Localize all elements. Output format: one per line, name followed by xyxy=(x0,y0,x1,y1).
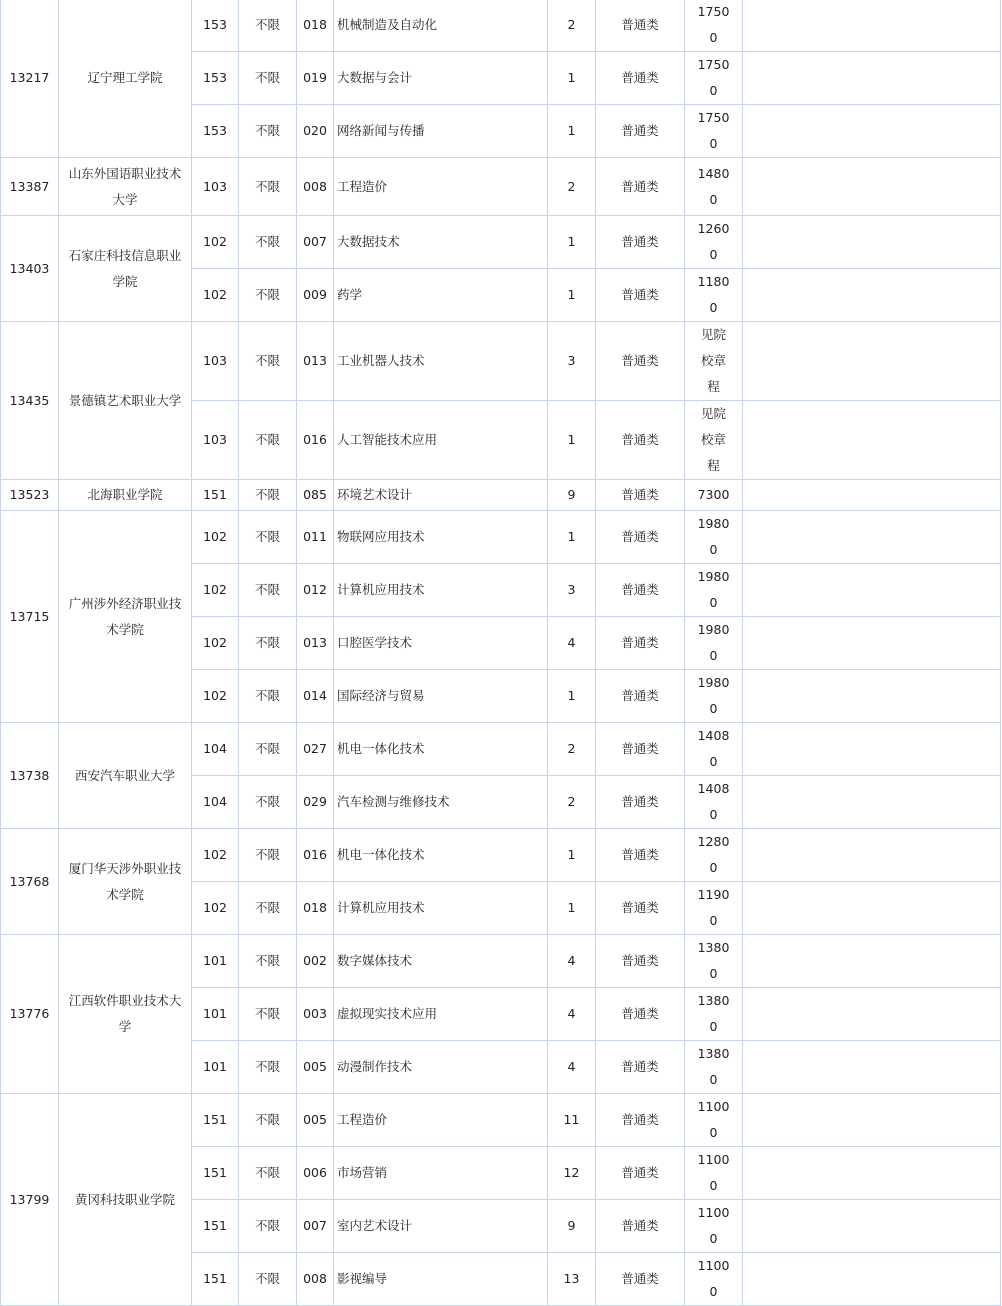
subject-limit-cell: 不限 xyxy=(239,829,297,882)
major-code-cell: 005 xyxy=(297,1041,334,1094)
group-code-cell: 102 xyxy=(192,269,239,322)
category-cell: 普通类 xyxy=(596,1200,685,1253)
empty-cell xyxy=(743,480,1001,511)
subject-limit-cell: 不限 xyxy=(239,670,297,723)
school-code-cell: 13799 xyxy=(1,1094,59,1306)
category-cell: 普通类 xyxy=(596,401,685,480)
subject-limit-cell: 不限 xyxy=(239,564,297,617)
major-code-cell: 008 xyxy=(297,1253,334,1306)
plan-count-cell: 11 xyxy=(548,1094,596,1147)
empty-cell xyxy=(743,1253,1001,1306)
empty-cell xyxy=(743,216,1001,269)
tuition-cell: 17500 xyxy=(685,52,743,105)
group-code-cell: 153 xyxy=(192,0,239,52)
plan-count-cell: 1 xyxy=(548,216,596,269)
major-code-cell: 014 xyxy=(297,670,334,723)
group-code-cell: 103 xyxy=(192,322,239,401)
major-name-cell: 数字媒体技术 xyxy=(334,935,548,988)
school-name-cell: 辽宁理工学院 xyxy=(59,0,192,158)
tuition-cell: 19800 xyxy=(685,670,743,723)
empty-cell xyxy=(743,776,1001,829)
major-code-cell: 009 xyxy=(297,269,334,322)
subject-limit-cell: 不限 xyxy=(239,1253,297,1306)
category-cell: 普通类 xyxy=(596,617,685,670)
school-code-cell: 13217 xyxy=(1,0,59,158)
plan-count-cell: 12 xyxy=(548,1147,596,1200)
subject-limit-cell: 不限 xyxy=(239,105,297,158)
major-name-cell: 工程造价 xyxy=(334,158,548,216)
major-name-cell: 大数据与会计 xyxy=(334,52,548,105)
subject-limit-cell: 不限 xyxy=(239,1041,297,1094)
major-code-cell: 029 xyxy=(297,776,334,829)
tuition-cell: 12800 xyxy=(685,829,743,882)
tuition-cell: 11000 xyxy=(685,1094,743,1147)
empty-cell xyxy=(743,322,1001,401)
plan-count-cell: 4 xyxy=(548,1041,596,1094)
plan-count-cell: 3 xyxy=(548,564,596,617)
empty-cell xyxy=(743,1094,1001,1147)
major-code-cell: 013 xyxy=(297,617,334,670)
major-name-cell: 机械制造及自动化 xyxy=(334,0,548,52)
plan-count-cell: 9 xyxy=(548,1200,596,1253)
tuition-cell: 11800 xyxy=(685,269,743,322)
major-name-cell: 机电一体化技术 xyxy=(334,723,548,776)
category-cell: 普通类 xyxy=(596,564,685,617)
school-code-cell: 13715 xyxy=(1,511,59,723)
subject-limit-cell: 不限 xyxy=(239,0,297,52)
subject-limit-cell: 不限 xyxy=(239,401,297,480)
school-name-cell: 广州涉外经济职业技术学院 xyxy=(59,511,192,723)
empty-cell xyxy=(743,935,1001,988)
major-code-cell: 019 xyxy=(297,52,334,105)
major-code-cell: 008 xyxy=(297,158,334,216)
major-code-cell: 013 xyxy=(297,322,334,401)
empty-cell xyxy=(743,511,1001,564)
plan-count-cell: 2 xyxy=(548,776,596,829)
empty-cell xyxy=(743,401,1001,480)
major-name-cell: 虚拟现实技术应用 xyxy=(334,988,548,1041)
plan-count-cell: 1 xyxy=(548,511,596,564)
empty-cell xyxy=(743,52,1001,105)
category-cell: 普通类 xyxy=(596,1147,685,1200)
table-row xyxy=(1,511,1001,564)
school-name-cell: 山东外国语职业技术大学 xyxy=(59,158,192,216)
category-cell: 普通类 xyxy=(596,776,685,829)
major-code-cell: 006 xyxy=(297,1147,334,1200)
table-row xyxy=(1,480,1001,511)
empty-cell xyxy=(743,723,1001,776)
subject-limit-cell: 不限 xyxy=(239,480,297,511)
plan-count-cell: 2 xyxy=(548,723,596,776)
subject-limit-cell: 不限 xyxy=(239,776,297,829)
subject-limit-cell: 不限 xyxy=(239,988,297,1041)
school-name-cell: 黄冈科技职业学院 xyxy=(59,1094,192,1306)
category-cell: 普通类 xyxy=(596,935,685,988)
empty-cell xyxy=(743,617,1001,670)
major-name-cell: 药学 xyxy=(334,269,548,322)
tuition-cell: 14800 xyxy=(685,158,743,216)
category-cell: 普通类 xyxy=(596,829,685,882)
group-code-cell: 102 xyxy=(192,511,239,564)
tuition-cell: 见院校章程 xyxy=(685,401,743,480)
empty-cell xyxy=(743,1147,1001,1200)
school-code-cell: 13403 xyxy=(1,216,59,322)
empty-cell xyxy=(743,670,1001,723)
school-code-cell: 13776 xyxy=(1,935,59,1094)
category-cell: 普通类 xyxy=(596,1253,685,1306)
school-name-cell: 北海职业学院 xyxy=(59,480,192,511)
tuition-cell: 见院校章程 xyxy=(685,322,743,401)
major-name-cell: 环境艺术设计 xyxy=(334,480,548,511)
subject-limit-cell: 不限 xyxy=(239,1147,297,1200)
group-code-cell: 103 xyxy=(192,158,239,216)
major-code-cell: 027 xyxy=(297,723,334,776)
major-name-cell: 汽车检测与维修技术 xyxy=(334,776,548,829)
group-code-cell: 101 xyxy=(192,988,239,1041)
major-name-cell: 工程造价 xyxy=(334,1094,548,1147)
plan-count-cell: 2 xyxy=(548,158,596,216)
subject-limit-cell: 不限 xyxy=(239,511,297,564)
major-name-cell: 人工智能技术应用 xyxy=(334,401,548,480)
group-code-cell: 102 xyxy=(192,617,239,670)
tuition-cell: 19800 xyxy=(685,564,743,617)
category-cell: 普通类 xyxy=(596,216,685,269)
plan-count-cell: 9 xyxy=(548,480,596,511)
tuition-cell: 11000 xyxy=(685,1147,743,1200)
plan-count-cell: 2 xyxy=(548,0,596,52)
tuition-cell: 19800 xyxy=(685,511,743,564)
table-row xyxy=(1,1094,1001,1147)
major-name-cell: 计算机应用技术 xyxy=(334,564,548,617)
group-code-cell: 104 xyxy=(192,776,239,829)
category-cell: 普通类 xyxy=(596,882,685,935)
category-cell: 普通类 xyxy=(596,511,685,564)
school-name-cell: 江西软件职业技术大学 xyxy=(59,935,192,1094)
empty-cell xyxy=(743,269,1001,322)
group-code-cell: 151 xyxy=(192,1200,239,1253)
major-code-cell: 007 xyxy=(297,216,334,269)
subject-limit-cell: 不限 xyxy=(239,269,297,322)
empty-cell xyxy=(743,0,1001,52)
major-name-cell: 机电一体化技术 xyxy=(334,829,548,882)
subject-limit-cell: 不限 xyxy=(239,216,297,269)
major-code-cell: 016 xyxy=(297,401,334,480)
major-code-cell: 003 xyxy=(297,988,334,1041)
tuition-cell: 11000 xyxy=(685,1253,743,1306)
category-cell: 普通类 xyxy=(596,158,685,216)
category-cell: 普通类 xyxy=(596,670,685,723)
school-name-cell: 石家庄科技信息职业学院 xyxy=(59,216,192,322)
group-code-cell: 151 xyxy=(192,1253,239,1306)
plan-count-cell: 4 xyxy=(548,617,596,670)
table-row xyxy=(1,935,1001,988)
tuition-cell: 13800 xyxy=(685,935,743,988)
school-name-cell: 西安汽车职业大学 xyxy=(59,723,192,829)
major-code-cell: 002 xyxy=(297,935,334,988)
major-code-cell: 018 xyxy=(297,882,334,935)
empty-cell xyxy=(743,829,1001,882)
category-cell: 普通类 xyxy=(596,52,685,105)
subject-limit-cell: 不限 xyxy=(239,882,297,935)
plan-count-cell: 3 xyxy=(548,322,596,401)
plan-count-cell: 1 xyxy=(548,882,596,935)
school-name-cell: 景德镇艺术职业大学 xyxy=(59,322,192,480)
table-row xyxy=(1,216,1001,269)
category-cell: 普通类 xyxy=(596,322,685,401)
tuition-cell: 11900 xyxy=(685,882,743,935)
school-code-cell: 13768 xyxy=(1,829,59,935)
tuition-cell: 7300 xyxy=(685,480,743,511)
tuition-cell: 14080 xyxy=(685,723,743,776)
group-code-cell: 153 xyxy=(192,105,239,158)
tuition-cell: 14080 xyxy=(685,776,743,829)
group-code-cell: 151 xyxy=(192,1147,239,1200)
plan-count-cell: 1 xyxy=(548,670,596,723)
major-name-cell: 大数据技术 xyxy=(334,216,548,269)
major-name-cell: 口腔医学技术 xyxy=(334,617,548,670)
major-code-cell: 085 xyxy=(297,480,334,511)
subject-limit-cell: 不限 xyxy=(239,322,297,401)
plan-count-cell: 4 xyxy=(548,935,596,988)
category-cell: 普通类 xyxy=(596,988,685,1041)
subject-limit-cell: 不限 xyxy=(239,158,297,216)
empty-cell xyxy=(743,1200,1001,1253)
major-name-cell: 工业机器人技术 xyxy=(334,322,548,401)
tuition-cell: 13800 xyxy=(685,988,743,1041)
table-body xyxy=(1,0,1001,1306)
major-name-cell: 网络新闻与传播 xyxy=(334,105,548,158)
school-name-cell: 厦门华天涉外职业技术学院 xyxy=(59,829,192,935)
tuition-cell: 13800 xyxy=(685,1041,743,1094)
group-code-cell: 102 xyxy=(192,564,239,617)
category-cell: 普通类 xyxy=(596,269,685,322)
plan-count-cell: 1 xyxy=(548,52,596,105)
table-row xyxy=(1,0,1001,52)
table-row xyxy=(1,829,1001,882)
empty-cell xyxy=(743,882,1001,935)
group-code-cell: 101 xyxy=(192,935,239,988)
major-code-cell: 012 xyxy=(297,564,334,617)
group-code-cell: 104 xyxy=(192,723,239,776)
major-name-cell: 动漫制作技术 xyxy=(334,1041,548,1094)
group-code-cell: 153 xyxy=(192,52,239,105)
subject-limit-cell: 不限 xyxy=(239,617,297,670)
category-cell: 普通类 xyxy=(596,480,685,511)
category-cell: 普通类 xyxy=(596,0,685,52)
major-code-cell: 011 xyxy=(297,511,334,564)
empty-cell xyxy=(743,158,1001,216)
plan-count-cell: 1 xyxy=(548,401,596,480)
subject-limit-cell: 不限 xyxy=(239,1200,297,1253)
group-code-cell: 102 xyxy=(192,829,239,882)
category-cell: 普通类 xyxy=(596,1041,685,1094)
school-code-cell: 13387 xyxy=(1,158,59,216)
category-cell: 普通类 xyxy=(596,723,685,776)
plan-count-cell: 1 xyxy=(548,105,596,158)
tuition-cell: 11000 xyxy=(685,1200,743,1253)
subject-limit-cell: 不限 xyxy=(239,52,297,105)
group-code-cell: 102 xyxy=(192,216,239,269)
group-code-cell: 151 xyxy=(192,480,239,511)
major-code-cell: 016 xyxy=(297,829,334,882)
major-code-cell: 007 xyxy=(297,1200,334,1253)
subject-limit-cell: 不限 xyxy=(239,723,297,776)
subject-limit-cell: 不限 xyxy=(239,935,297,988)
empty-cell xyxy=(743,1041,1001,1094)
plan-count-cell: 1 xyxy=(548,269,596,322)
tuition-cell: 12600 xyxy=(685,216,743,269)
group-code-cell: 103 xyxy=(192,401,239,480)
table-row xyxy=(1,723,1001,776)
group-code-cell: 101 xyxy=(192,1041,239,1094)
empty-cell xyxy=(743,105,1001,158)
plan-count-cell: 4 xyxy=(548,988,596,1041)
plan-count-cell: 1 xyxy=(548,829,596,882)
category-cell: 普通类 xyxy=(596,1094,685,1147)
tuition-cell: 19800 xyxy=(685,617,743,670)
major-name-cell: 物联网应用技术 xyxy=(334,511,548,564)
group-code-cell: 102 xyxy=(192,670,239,723)
category-cell: 普通类 xyxy=(596,105,685,158)
group-code-cell: 102 xyxy=(192,882,239,935)
plan-count-cell: 13 xyxy=(548,1253,596,1306)
subject-limit-cell: 不限 xyxy=(239,1094,297,1147)
major-code-cell: 020 xyxy=(297,105,334,158)
empty-cell xyxy=(743,564,1001,617)
major-name-cell: 国际经济与贸易 xyxy=(334,670,548,723)
major-name-cell: 影视编导 xyxy=(334,1253,548,1306)
empty-cell xyxy=(743,988,1001,1041)
major-code-cell: 005 xyxy=(297,1094,334,1147)
group-code-cell: 151 xyxy=(192,1094,239,1147)
major-name-cell: 市场营销 xyxy=(334,1147,548,1200)
tuition-cell: 17500 xyxy=(685,0,743,52)
school-code-cell: 13523 xyxy=(1,480,59,511)
major-name-cell: 计算机应用技术 xyxy=(334,882,548,935)
table-row xyxy=(1,322,1001,401)
school-code-cell: 13435 xyxy=(1,322,59,480)
major-code-cell: 018 xyxy=(297,0,334,52)
major-name-cell: 室内艺术设计 xyxy=(334,1200,548,1253)
tuition-cell: 17500 xyxy=(685,105,743,158)
table-row xyxy=(1,158,1001,216)
school-code-cell: 13738 xyxy=(1,723,59,829)
